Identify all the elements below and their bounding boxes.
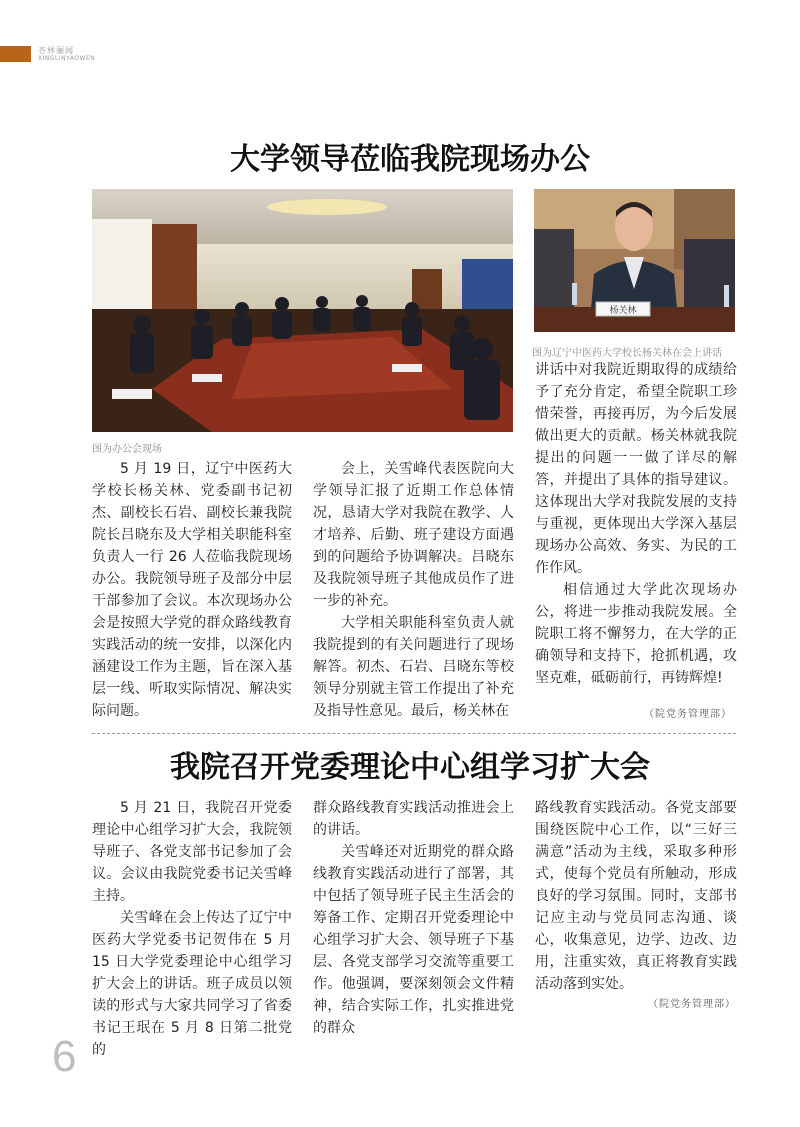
header-section-subtitle: XINGLINYAOWEN [38,55,96,62]
paragraph: 大学相关职能科室负责人就我院提到的有关问题进行了现场解答。初杰、石岩、吕晓东等校领导分别就主管工作提出了补充及指导性意见。最后，杨关林在 [313,615,514,719]
nameplate-text: 杨关林 [609,306,637,316]
paragraph: 会上，关雪峰代表医院向大学领导汇报了近期工作总体情况，恳请大学对我院在教学、人才培养、后勤、班子建设方面遇到的问题给予协调解决。吕晓东及我院领导班子其他成员作了进一步的补充。 [313,461,514,609]
section-divider [92,733,736,734]
article1-signature: （院党务管理部） [644,709,732,720]
paragraph: 群众路线教育实践活动推进会上的讲话。 [313,800,514,838]
photo1-caption: 图为办公会现场 [92,444,162,455]
article2-column-3 [535,797,737,995]
article2-column-1 [92,797,292,1061]
paragraph: 相信通过大学此次现场办公，将进一步推动我院发展。全院职工将不懈努力，在大学的正确领导和支持下，抢抓机遇，攻坚克难，砥砺前行，再铸辉煌! [535,582,737,686]
header-accent-bar [0,46,31,62]
page-number: 6 [52,1032,77,1081]
paragraph: 路线教育实践活动。各党支部要围绕医院中心工作，以“三好三满意”活动为主线，采取多种形式，使每个党员有所触动，形成良好的学习氛围。同时，支部书记应主动与党员同志沟通、谈心，收集意见，边学、边改、边用，注重实效，真正将教育实践活动落到实处。 [535,800,737,992]
article1-column-2 [313,458,514,722]
paragraph: 5 月 19 日，辽宁中医药大学校长杨关林、党委副书记初杰、副校长石岩、副校长兼我院院长吕晓东及大学相关职能科室负责人一行 26 人莅临我院现场办公。我院领导班子及部分中层干部参加了会议。本次现场办公会是按照大学党的群众路线教育实践活动的统一安排，以深化内涵建设工作为主题，旨在深入基层一线、听取实际情况、解决实际问题。 [92,461,292,719]
article2-column-2 [313,797,514,1039]
paragraph: 关雪峰还对近期党的群众路线教育实践活动进行了部署，其中包括了领导班子民主生活会的筹备工作、定期召开党委理论中心组学习扩大会、领导班子下基层、各党支部学习交流等重要工作。他强调，要深刻领会文件精神，结合实际工作，扎实推进党的群众 [313,844,514,1036]
header-section-title: 杏林骊闻 [38,46,74,55]
article2-signature: （院党务管理部） [648,999,736,1010]
article2-title: 我院召开党委理论中心组学习扩大会 [170,750,650,785]
paragraph: 关雪峰在会上传达了辽宁中医药大学党委书记贺伟在 5 月 15 日大学党委理论中心组学习扩大会上的讲话。班子成员以领读的形式与大家共同学习了省委书记王珉在 5 月 8 日第二批党的 [92,910,292,1058]
paragraph: 5 月 21 日，我院召开党委理论中心组学习扩大会，我院领导班子、各党支部书记参加了会议。会议由我院党委书记关雪峰主持。 [92,800,292,904]
article1-title: 大学领导莅临我院现场办公 [230,142,590,177]
speaker-photo [534,189,735,332]
meeting-room-photo [92,189,513,432]
article1-column-3 [535,359,737,689]
article1-column-1 [92,458,292,722]
paragraph: 讲话中对我院近期取得的成绩给予了充分肯定，希望全院职工珍惜荣誉，再接再厉，为今后发展做出更大的贡献。杨关林就我院提出的问题一一做了详尽的解答，并提出了具体的指导建议。这体现出大学对我院发展的支持与重视，更体现出大学深入基层现场办公高效、务实、为民的工作作风。 [535,362,737,576]
photo2-caption: 图为辽宁中医药大学校长杨关林在会上讲话 [532,348,722,359]
